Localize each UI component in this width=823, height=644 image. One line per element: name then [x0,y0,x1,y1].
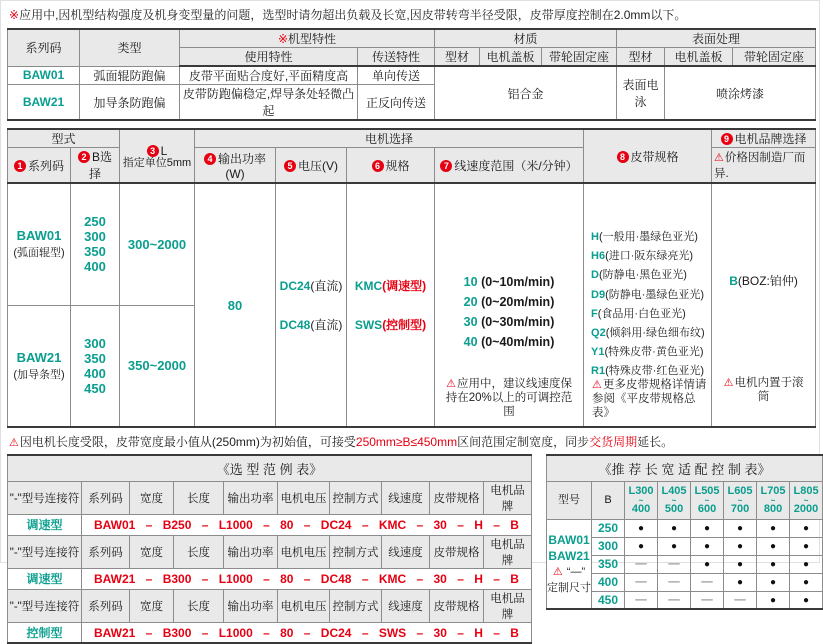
circled-8-icon: 8 [617,151,629,163]
example-col-header: 线速度 [382,589,430,622]
example-table [7,454,532,644]
example-row-label: 调速型 [8,514,82,535]
l-range-tilde: ~ [704,495,710,505]
type-baw01: 弧面辊防跑偏 [80,66,180,85]
surface-paint-value: 喷涂烤漆 [665,66,816,120]
b-values-baw01 [71,183,120,305]
l-range-tilde: ~ [770,495,776,505]
model-part: H [474,571,483,586]
header-series-text: 系列码 [27,158,64,173]
fit-b-value: 250 [592,519,625,537]
b-value: 300 [84,335,106,351]
circled-1-icon: 1 [14,160,26,172]
l-range-top: L300 [628,484,654,497]
b-value: 400 [84,259,106,275]
model-part: B [510,517,519,532]
spec-header-row-1 [8,29,816,48]
header-power-text: 输出功率(W) [218,151,267,181]
use-feature-baw21: 皮带防跑偏稳定,焊导条处轻微凸起 [180,85,358,121]
fit-b-value: 450 [592,591,625,609]
circled-2-icon: 2 [78,151,90,163]
model-separator: – [263,517,270,532]
l-range-baw01: 300~2000 [120,183,195,305]
model-separator: – [361,517,369,532]
model-part: 80 [280,625,294,640]
voltage-dc48: DC48(直流) [279,318,343,333]
material-value: 铝合金 [435,66,617,120]
model-separator: – [457,517,464,532]
use-feature-baw01: 皮带平面贴合度好,平面精度高 [180,66,358,85]
header-speed-text: 线速度范围（米/分钟） [454,158,578,173]
example-col-header: 控制方式 [330,481,382,514]
model-separator: – [493,571,500,586]
example-col-header: 输出功率 [224,535,278,568]
example-header-row [8,589,532,622]
fit-mark-available: ● [691,519,724,537]
example-col-header: 皮带规格 [430,589,484,622]
type-baw21: 加导条防跑偏 [80,85,180,121]
fit-header-l-range [625,481,658,519]
b-value: 450 [84,380,106,396]
belt-spec-options [584,183,712,427]
fit-mark-available: ● [790,591,823,609]
spec-table [7,28,816,121]
fit-header-l-range [658,481,691,519]
header-motor-brand [712,129,816,148]
l-range-bottom: 700 [730,502,750,515]
model-separator: – [201,517,209,532]
width-note-p2: 区间范围定制宽度，同步 [457,435,590,450]
brand-note-text: 价格因制造厂而异. [714,152,806,180]
model-part: DC48 [320,571,352,586]
header-profile: 型材 [435,48,480,67]
example-col-header: 线速度 [382,481,430,514]
fit-model-note [547,564,591,580]
fit-header-l-range [790,481,823,519]
spec-options [347,183,435,427]
example-header-row [8,481,532,514]
example-col-header: 输出功率 [224,481,278,514]
fit-data-row [547,519,823,537]
model-separator: – [361,571,369,586]
example-col-header: 皮带规格 [430,481,484,514]
speed-note: ⚠应用中，建议线速度保持在20%以上的可调控范围 [445,378,573,419]
header-power [195,148,276,184]
selection-header-row-1 [8,129,816,148]
belt-option: Y1(特殊皮带·黄色亚光) [591,346,704,359]
header-series [8,148,71,184]
model-part: DC24 [320,517,352,532]
example-col-header: 长度 [174,589,224,622]
fit-mark-available: ● [790,537,823,555]
model-separator: – [263,625,270,640]
fit-mark-available: ● [757,555,790,573]
belt-option: D(防静电·黑色亚光) [591,269,687,282]
fit-mark-unavailable: — [658,573,691,591]
fit-b-value: 400 [592,573,625,591]
model-separator: – [201,571,209,586]
model-separator: – [145,571,153,586]
speed-option: 30 (0~30m/min) [463,314,555,329]
header-belt-text: 皮带规格 [630,149,679,164]
model-part: L1000 [218,571,253,586]
model-separator: – [145,517,153,532]
circled-3-icon: 3 [147,145,159,157]
fit-mark-available: ● [757,519,790,537]
example-col-header: 电机电压 [278,589,330,622]
example-col-header: 电机品牌 [484,535,532,568]
fit-mark-available: ● [724,519,757,537]
fit-mark-available: ● [658,519,691,537]
fit-b-value: 300 [592,537,625,555]
model-part: B300 [162,625,192,640]
b-value: 400 [84,365,106,381]
circled-4-icon: 4 [204,153,216,165]
example-col-header: 电机电压 [278,535,330,568]
width-note-range: 250mm≥B≤450mm [355,435,458,450]
l-range-bottom: 2000 [793,502,819,515]
selection-table [7,128,816,428]
series-code-baw21: BAW21 [8,85,80,121]
model-separator: – [263,571,270,586]
fit-mark-available: ● [658,537,691,555]
example-row-label: 控制型 [8,622,82,643]
model-part: 30 [433,517,447,532]
fit-header-l-range [757,481,790,519]
example-col-header: 电机电压 [278,481,330,514]
warning-icon: ⚠ [592,379,602,392]
example-col-header: 控制方式 [330,535,382,568]
l-range-top: L805 [793,484,819,497]
example-col-header: 长度 [174,535,224,568]
bottom-tables [7,454,819,644]
l-range-bottom: 800 [763,502,783,515]
asterisk-icon: ※ [9,8,20,22]
header-motor-cover-2: 电机盖板 [665,48,733,67]
model-separator: – [361,625,369,640]
model-separator: – [457,571,464,586]
model-part: BAW21 [94,571,136,586]
header-voltage [276,148,347,184]
example-col-header: 长度 [174,481,224,514]
fit-b-value: 350 [592,555,625,573]
model-part: BAW01 [94,517,136,532]
belt-option: F(食品用·白色亚光) [591,307,686,320]
circled-5-icon: 5 [284,160,296,172]
model-part: 30 [433,571,447,586]
model-separator: – [145,625,153,640]
example-col-header: "-"型号连接符 [8,481,82,514]
header-brand-text: 电机品牌选择 [734,132,807,146]
example-model-string [82,622,532,643]
fit-mark-available: ● [757,573,790,591]
fit-mark-available: ● [724,573,757,591]
belt-note: ⚠更多皮带规格详情请参阅《平皮带规格总表》 [592,379,707,420]
fit-model-name: BAW21 [548,549,590,564]
header-use-feature: 使用特性 [180,48,358,67]
brand-location-note: ⚠电机内置于滚筒 [723,377,804,404]
example-table-title: 《选 型 范 例 表》 [8,455,532,481]
fit-mark-unavailable: — [724,591,757,609]
model-part: 30 [433,625,447,640]
header-spec [347,148,435,184]
surface-profile-value: 表面电泳 [617,66,665,120]
b-value: 350 [84,350,106,366]
model-separator: – [493,625,500,640]
warning-icon: ⚠ [9,437,19,450]
fit-model-cell [547,519,592,609]
fit-mark-available: ● [691,537,724,555]
example-col-header: 线速度 [382,535,430,568]
l-range-bottom: 400 [631,502,651,515]
fit-mark-unavailable: — [625,555,658,573]
fit-header-row [547,481,823,519]
transfer-baw21: 正反向传送 [358,85,435,121]
fit-mark-available: ● [790,555,823,573]
top-note [9,6,813,23]
spec-row-baw01 [8,66,816,85]
header-type: 类型 [80,29,180,66]
l-range-top: L605 [727,484,753,497]
header-series-code: 系列码 [8,29,80,66]
example-col-header: 电机品牌 [484,481,532,514]
belt-option: R1(特殊皮带·红色亚光) [591,365,705,378]
model-baw21-sub: (加导条型) [13,368,65,381]
speed-option: 20 (0~20m/min) [463,294,555,309]
top-note-text: 应用中,因机型结构强度及机身变型量的问题，选型时请勿超出负载及长宽,因皮带转弯半径受限，皮带厚度控制在2.0mm以下。 [19,8,687,22]
fit-table-container [546,454,823,610]
example-col-header: 皮带规格 [430,535,484,568]
header-line-speed [435,148,584,184]
fit-table [546,454,823,610]
header-transfer-feature: 传送特性 [358,48,435,67]
speed-option: 40 (0~40m/min) [463,334,555,349]
fit-header-model: 型号 [547,481,592,519]
header-machine-feature-text: 机型特性 [288,32,337,46]
model-separator: – [303,625,311,640]
voltage-options [276,183,347,427]
model-baw01 [8,183,71,305]
example-model-parts [82,572,531,586]
header-material: 材质 [435,29,617,48]
fit-mark-unavailable: — [658,555,691,573]
asterisk-icon: ※ [277,32,289,46]
model-baw01-sub: (弧面辊型) [13,247,65,260]
model-part: H [474,625,483,640]
example-table-container [7,454,532,644]
belt-option: Q2(倾斜用·绿色细布纹) [591,326,705,339]
model-part: BAW21 [94,625,136,640]
example-col-header: 宽度 [130,589,174,622]
motor-brand-cell [712,183,816,427]
header-voltage-text: 电压(V) [298,158,339,173]
example-col-header: 宽度 [130,481,174,514]
example-model-string [82,568,532,589]
l-range-tilde: ~ [638,495,644,505]
l-range-baw21: 350~2000 [120,305,195,427]
fit-header-b: B [592,481,625,519]
example-title-row [8,455,532,481]
header-surface: 表面处理 [617,29,816,48]
header-spec-text: 规格 [385,158,410,173]
b-value: 300 [84,229,106,245]
header-b-select [71,148,120,184]
model-part: SWS [378,625,407,640]
model-separator: – [416,625,424,640]
fit-header-l-range [724,481,757,519]
example-model-parts [82,626,531,640]
model-part: B300 [162,571,192,586]
line-speed-options [435,183,584,427]
fit-note-dash: “—” [563,566,586,579]
width-note-p3: 延长。 [637,435,674,450]
example-model-string [82,514,532,535]
spec-sws: SWS(控制型) [354,318,427,333]
fit-mark-available: ● [757,537,790,555]
example-col-header: 输出功率 [224,589,278,622]
header-motor-cover: 电机盖板 [480,48,542,67]
model-part: KMC [378,517,407,532]
model-baw21 [8,305,71,427]
example-col-header: "-"型号连接符 [8,589,82,622]
model-separator: – [416,517,424,532]
header-l-text: L [160,143,168,158]
fit-header-l-range [691,481,724,519]
example-header-row [8,535,532,568]
model-separator: – [457,625,464,640]
voltage-dc24: DC24(直流) [279,279,343,294]
circled-9-icon: 9 [721,133,733,145]
b-value: 250 [84,214,106,230]
example-col-header: 控制方式 [330,589,382,622]
transfer-baw01: 单向传送 [358,66,435,85]
warning-icon: ⚠ [446,378,456,391]
header-pulley-seat: 带轮固定座 [542,48,617,67]
fit-mark-available: ● [625,537,658,555]
example-col-header: 系列码 [82,589,130,622]
series-code-baw01: BAW01 [8,66,80,85]
example-row-label: 调速型 [8,568,82,589]
model-part: B [510,625,519,640]
fit-mark-available: ● [691,555,724,573]
belt-option: H6(进口·阪东绿亮光) [591,250,694,263]
example-value-row [8,568,532,589]
fit-mark-unavailable: — [691,573,724,591]
example-value-row [8,514,532,535]
model-separator: – [201,625,209,640]
fit-mark-available: ● [625,519,658,537]
l-range-bottom: 500 [664,502,684,515]
belt-option: H(一般用·墨绿色亚光) [591,231,698,243]
width-note-p1: 因电机长度受限，皮带宽度最小值从(250mm)为初始值，可接受 [19,435,356,450]
l-range-top: L405 [661,484,687,497]
l-range-tilde: ~ [737,495,743,505]
model-part: H [474,517,483,532]
model-baw21-code: BAW21 [16,349,62,365]
header-profile-2: 型材 [617,48,665,67]
speed-option: 10 (0~10m/min) [463,274,555,289]
l-range-tilde: ~ [671,495,677,505]
model-part: KMC [378,571,407,586]
example-col-header: 系列码 [82,481,130,514]
header-machine-feature [180,29,435,48]
fit-mark-available: ● [790,573,823,591]
fit-mark-available: ● [724,555,757,573]
fit-mark-available: ● [790,519,823,537]
warning-icon: ⚠ [714,152,724,164]
fit-mark-unavailable: — [658,591,691,609]
header-b-text: B选择 [89,150,113,181]
example-value-row [8,622,532,643]
l-range-top: L705 [760,484,786,497]
fit-mark-unavailable: — [691,591,724,609]
model-part: 80 [280,517,294,532]
header-brand-note [712,148,816,184]
warning-icon: ⚠ [552,566,563,579]
power-value: 80 [195,183,276,427]
l-range-tilde: ~ [803,495,809,505]
example-col-header: 宽度 [130,535,174,568]
model-separator: – [416,571,424,586]
belt-width-note [9,433,813,450]
circled-7-icon: 7 [440,160,452,172]
model-part: 80 [280,571,294,586]
model-part: B250 [162,517,192,532]
example-col-header: 电机品牌 [484,589,532,622]
fit-table-title: 《推 荐 长 宽 适 配 控 制 表》 [547,455,823,481]
spec-kmc: KMC(调速型) [354,279,427,294]
fit-mark-unavailable: — [625,573,658,591]
fit-model-name: BAW01 [548,533,590,548]
b-values-baw21 [71,305,120,427]
header-l-sub: 指定单位5mm [122,156,192,169]
fit-note-custom: 定制尺寸 [547,582,592,595]
model-part: L1000 [218,517,253,532]
l-range-top: L505 [694,484,720,497]
b-value: 350 [84,244,106,260]
brand-value: B(BOZ:铂仲) [729,273,798,288]
model-part: DC24 [320,625,352,640]
belt-option: D9(防静电·墨绿色亚光) [591,288,705,301]
model-baw01-code: BAW01 [16,228,62,244]
header-l-length [120,129,195,183]
header-belt-spec [584,129,712,183]
model-separator: – [303,517,311,532]
fit-mark-available: ● [724,537,757,555]
example-col-header: 系列码 [82,535,130,568]
circled-6-icon: 6 [372,160,384,172]
header-motor-select: 电机选择 [195,129,584,148]
fit-mark-unavailable: — [625,591,658,609]
fit-title-row [547,455,823,481]
header-model-form: 型式 [8,129,120,148]
model-part: L1000 [218,625,253,640]
model-part: B [510,571,519,586]
warning-icon: ⚠ [723,377,734,390]
width-note-delivery: 交货周期 [589,435,638,450]
l-range-bottom: 600 [697,502,717,515]
model-separator: – [493,517,500,532]
model-separator: – [303,571,311,586]
header-pulley-seat-2: 带轮固定座 [733,48,816,67]
selection-band-baw01 [8,183,816,305]
example-model-parts [82,518,531,532]
fit-mark-available: ● [757,591,790,609]
example-col-header: "-"型号连接符 [8,535,82,568]
